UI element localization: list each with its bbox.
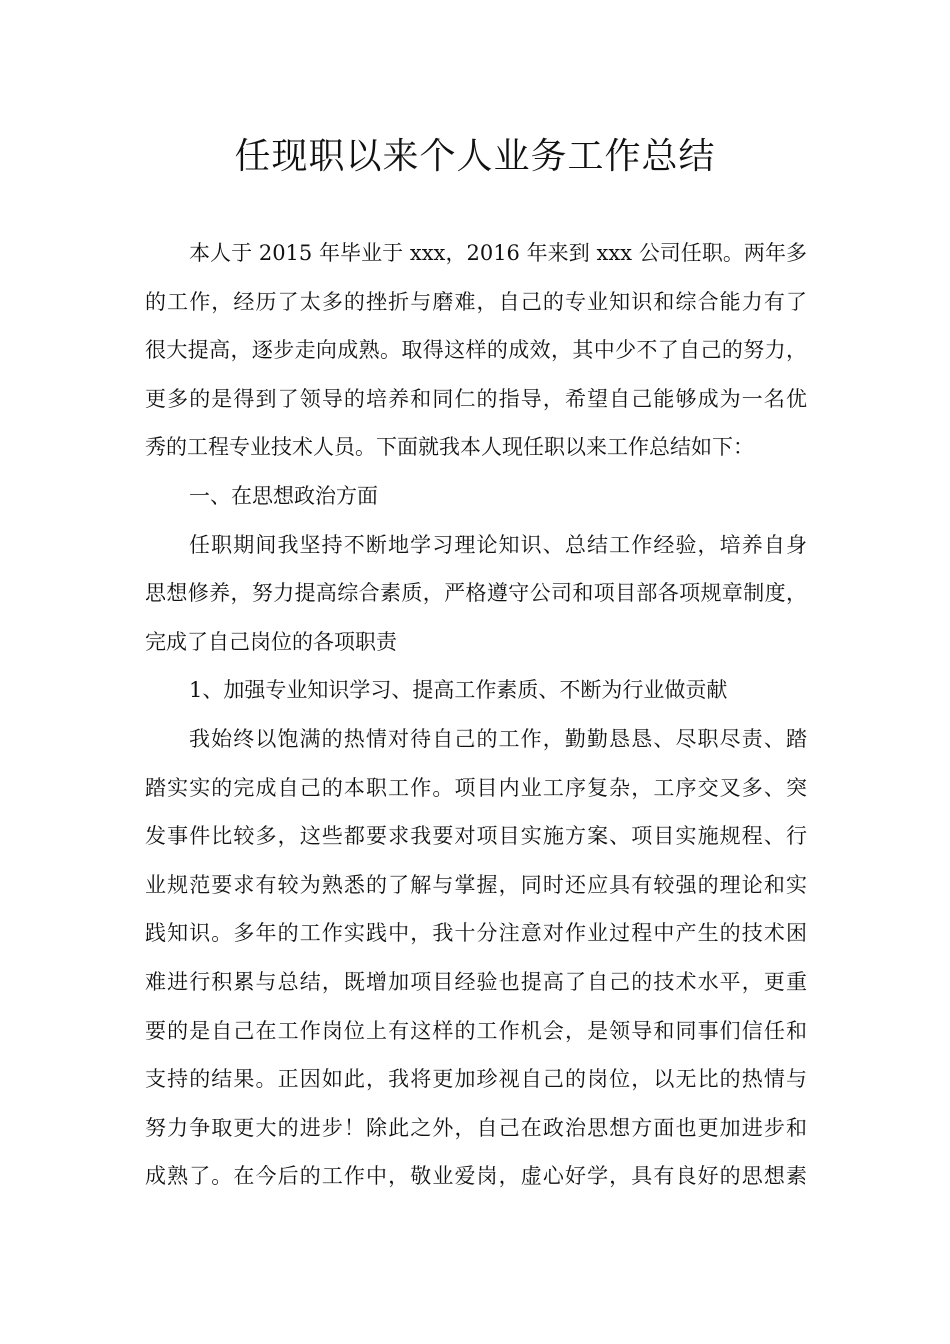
paragraph-line: 完成了自己岗位的各项职责 — [145, 629, 397, 654]
paragraph-line: 践知识。多年的工作实践中，我十分注意对作业过程中产生的技术困 — [145, 921, 807, 946]
paragraph-line: 秀的工程专业技术人员。下面就我本人现任职以来工作总结如下： — [145, 435, 754, 460]
paragraph-line: 发事件比较多，这些都要求我要对项目实施方案、项目实施规程、行 — [145, 824, 807, 849]
document-body — [145, 229, 807, 1201]
paragraph-line: 任职期间我坚持不断地学习理论知识、总结工作经验，培养自身 — [189, 532, 807, 557]
paragraph-line: 难进行积累与总结，既增加项目经验也提高了自己的技术水平，更重 — [145, 969, 807, 994]
paragraph-line: 支持的结果。正因如此，我将更加珍视自己的岗位，以无比的热情与 — [145, 1067, 807, 1092]
subsection-heading: 1、加强专业知识学习、提高工作素质、不断为行业做贡献 — [189, 678, 728, 703]
paragraph-line: 思想修养，努力提高综合素质，严格遵守公司和项目部各项规章制度， — [145, 581, 807, 606]
document-title: 任现职以来个人业务工作总结 — [234, 136, 716, 177]
section-heading: 一、在思想政治方面 — [189, 483, 378, 508]
paragraph-line: 踏实实的完成自己的本职工作。项目内业工序复杂，工序交叉多、突 — [145, 775, 807, 800]
paragraph-line: 本人于 2015 年毕业于 xxx，2016 年来到 xxx 公司任职。两年多 — [189, 241, 807, 265]
paragraph-line: 业规范要求有较为熟悉的了解与掌握，同时还应具有较强的理论和实 — [145, 872, 807, 897]
paragraph-line: 努力争取更大的进步！除此之外，自己在政治思想方面也更加进步和 — [145, 1115, 807, 1140]
paragraph-line: 我始终以饱满的热情对待自己的工作，勤勤恳恳、尽职尽责、踏 — [189, 726, 807, 751]
paragraph-line: 成熟了。在今后的工作中，敬业爱岗，虚心好学，具有良好的思想素 — [145, 1164, 807, 1189]
paragraph-line: 很大提高，逐步走向成熟。取得这样的成效，其中少不了自己的努力， — [145, 338, 807, 363]
paragraph-line: 要的是自己在工作岗位上有这样的工作机会，是领导和同事们信任和 — [145, 1018, 807, 1043]
paragraph-line: 的工作，经历了太多的挫折与磨难，自己的专业知识和综合能力有了 — [145, 289, 807, 314]
paragraph-line: 更多的是得到了领导的培养和同仁的指导，希望自己能够成为一名优 — [145, 386, 807, 411]
